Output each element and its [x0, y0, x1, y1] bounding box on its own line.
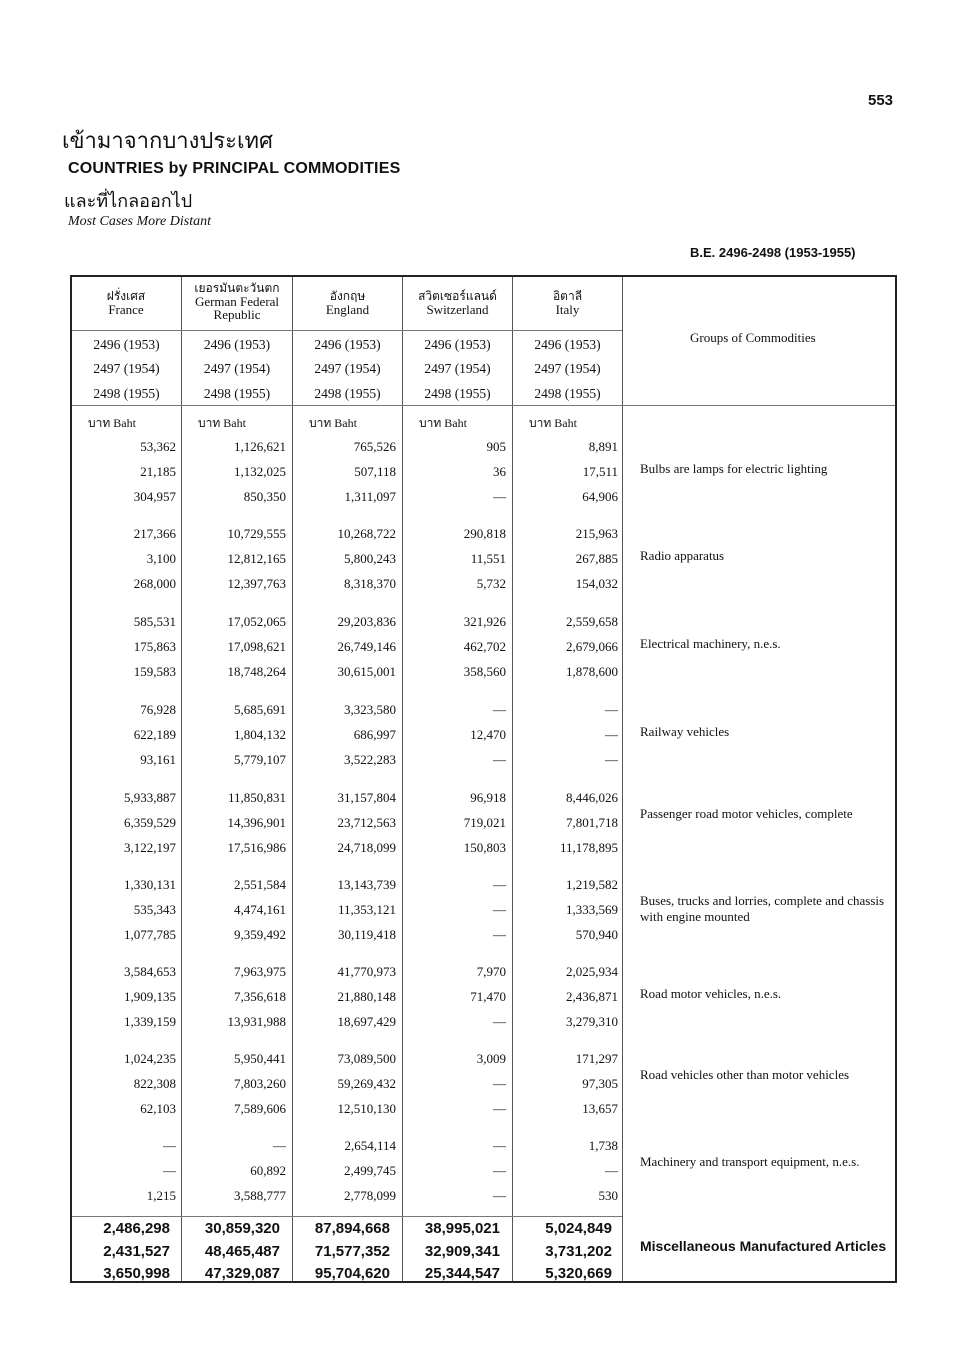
table-cell: 93,161 — [140, 752, 176, 767]
table-cell: 217,366 — [133, 526, 176, 541]
table-cell: 62,103 — [140, 1101, 176, 1116]
table-cell: — — [605, 1163, 618, 1178]
table-cell: — — [493, 752, 506, 767]
table-cell: 12,812,165 — [227, 551, 286, 566]
total-cell: 71,577,352 — [314, 1243, 390, 1260]
table-cell: 7,589,606 — [234, 1101, 286, 1116]
table-cell: 18,697,429 — [337, 1014, 396, 1029]
total-cell: 87,894,668 — [314, 1220, 390, 1237]
totals-rule — [72, 1216, 622, 1217]
total-cell: 48,465,487 — [204, 1243, 280, 1260]
year-label: 2498 (1955) — [203, 386, 271, 401]
unit-label: บาท Baht — [88, 416, 136, 430]
column-divider — [181, 277, 182, 1281]
table-cell: 30,615,001 — [337, 664, 396, 679]
title-thai-line1: เข้ามาจากบางประเทศ — [62, 129, 273, 154]
table-cell: 17,516,986 — [227, 840, 286, 855]
table-cell: — — [273, 1138, 286, 1153]
table-cell: 13,143,739 — [337, 877, 396, 892]
table-cell: 570,940 — [575, 927, 618, 942]
table-cell: 1,077,785 — [124, 927, 176, 942]
table-cell: 530 — [598, 1188, 618, 1203]
year-label: 2497 (1954) — [314, 361, 381, 376]
total-cell: 32,909,341 — [424, 1243, 500, 1260]
table-cell: 12,510,130 — [337, 1101, 396, 1116]
table-cell: 4,474,161 — [234, 902, 286, 917]
column-divider — [512, 277, 513, 1281]
table-cell: 13,931,988 — [227, 1014, 286, 1029]
table-cell: 36 — [493, 464, 506, 479]
total-cell: 2,486,298 — [103, 1220, 170, 1237]
table-cell: 175,863 — [133, 639, 176, 654]
year-label: 2497 (1954) — [93, 361, 160, 376]
total-cell: 2,431,527 — [103, 1243, 170, 1260]
table-cell: 73,089,500 — [337, 1051, 396, 1066]
table-cell: 1,126,621 — [234, 439, 286, 454]
commodity-group-name: Radio apparatus — [640, 548, 725, 563]
column-header-italy: อิตาลี Italy — [552, 289, 583, 317]
table-cell: 18,748,264 — [227, 664, 286, 679]
table-cell: 1,219,582 — [566, 877, 618, 892]
period-label: B.E. 2496-2498 (1953-1955) — [690, 245, 856, 260]
table-cell: 1,311,097 — [344, 489, 396, 504]
table-cell: 1,333,569 — [566, 902, 618, 917]
year-label: 2497 (1954) — [424, 361, 491, 376]
table-cell: 686,997 — [353, 727, 396, 742]
table-cell: 6,359,529 — [124, 815, 176, 830]
table-cell: 7,356,618 — [234, 989, 286, 1004]
table-cell: 9,359,492 — [234, 927, 286, 942]
total-cell: 30,859,320 — [204, 1220, 280, 1237]
table-cell: 268,000 — [133, 576, 176, 591]
table-cell: 2,025,934 — [566, 964, 618, 979]
table-cell: 3,588,777 — [234, 1188, 286, 1203]
table-cell: 2,559,658 — [566, 614, 618, 629]
table-cell: 8,446,026 — [566, 790, 618, 805]
year-label: 2498 (1955) — [424, 386, 491, 401]
year-label: 2496 (1953) — [534, 337, 601, 352]
table-cell: 5,732 — [476, 576, 506, 591]
table-cell: — — [493, 1163, 506, 1178]
table-cell: 462,702 — [463, 639, 506, 654]
table-cell: 76,928 — [140, 702, 176, 717]
year-label: 2496 (1953) — [424, 337, 491, 352]
table-cell: — — [605, 702, 618, 717]
subtitle-distant: Most Cases More Distant — [68, 214, 211, 229]
table-cell: — — [163, 1163, 176, 1178]
total-cell: 47,329,087 — [204, 1265, 280, 1282]
table-cell: 507,118 — [354, 464, 396, 479]
table-cell: 71,470 — [470, 989, 506, 1004]
total-cell: 3,731,202 — [545, 1243, 612, 1260]
year-label: 2496 (1953) — [93, 337, 160, 352]
total-cell: 95,704,620 — [314, 1265, 390, 1282]
table-cell: 5,933,887 — [124, 790, 176, 805]
table-cell: 96,918 — [470, 790, 506, 805]
table-cell: 10,268,722 — [337, 526, 396, 541]
year-label: 2496 (1953) — [314, 337, 381, 352]
table-cell: 3,323,580 — [344, 702, 396, 717]
table-cell: 41,770,973 — [337, 964, 396, 979]
unit-label: บาท Baht — [309, 416, 357, 430]
table-cell: 1,878,600 — [566, 664, 618, 679]
table-cell: 1,738 — [588, 1138, 618, 1153]
table-cell: 29,203,836 — [337, 614, 396, 629]
table-cell: — — [493, 702, 506, 717]
table-cell: 535,343 — [133, 902, 176, 917]
table-cell: 290,818 — [463, 526, 506, 541]
table-cell: 7,970 — [476, 964, 506, 979]
table-cell: 822,308 — [133, 1076, 176, 1091]
table-cell: — — [493, 1188, 506, 1203]
table-cell: 10,729,555 — [227, 526, 286, 541]
groups-header: Groups of Commodities — [690, 330, 816, 345]
table-cell: 1,339,159 — [124, 1014, 176, 1029]
table-cell: 24,718,099 — [337, 840, 396, 855]
table-cell: — — [605, 752, 618, 767]
table-cell: — — [493, 489, 506, 504]
table-cell: 2,436,871 — [566, 989, 618, 1004]
table-cell: 64,906 — [582, 489, 618, 504]
table-cell: 1,909,135 — [124, 989, 176, 1004]
table-cell: 2,778,099 — [344, 1188, 396, 1203]
table-cell: 3,100 — [146, 551, 176, 566]
table-cell: 7,801,718 — [566, 815, 618, 830]
table-cell: 267,885 — [575, 551, 618, 566]
table-cell: 11,551 — [470, 551, 506, 566]
header-rule — [72, 405, 895, 406]
commodity-group-name: Electrical machinery, n.e.s. — [640, 636, 781, 651]
table-cell: 1,330,131 — [124, 877, 176, 892]
unit-label: บาท Baht — [529, 416, 577, 430]
table-cell: 171,297 — [575, 1051, 618, 1066]
table-cell: 11,850,831 — [227, 790, 286, 805]
table-cell: 7,963,975 — [234, 964, 286, 979]
column-header-england: อังกฤษ England — [325, 289, 370, 317]
commodity-group-name: Passenger road motor vehicles, complete — [640, 806, 853, 821]
table-cell: 12,397,763 — [227, 576, 286, 591]
commodity-group-name: Buses, trucks and lorries, complete and chassis with engine mounted — [640, 893, 885, 924]
table-cell: 215,963 — [575, 526, 618, 541]
table-cell: — — [163, 1138, 176, 1153]
table-cell: 358,560 — [463, 664, 506, 679]
table-cell: 154,032 — [575, 576, 618, 591]
table-cell: 585,531 — [133, 614, 176, 629]
table-cell: — — [493, 1101, 506, 1116]
title-thai-line2: และที่ไกลออกไป — [64, 191, 193, 212]
table-cell: 8,318,370 — [344, 576, 396, 591]
table-cell: 14,396,901 — [227, 815, 286, 830]
year-label: 2497 (1954) — [534, 361, 601, 376]
table-cell: 304,957 — [133, 489, 176, 504]
unit-label: บาท Baht — [198, 416, 246, 430]
year-label: 2498 (1955) — [93, 386, 160, 401]
table-cell: 3,584,653 — [124, 964, 176, 979]
table-cell: 719,021 — [463, 815, 506, 830]
table-cell: 13,657 — [582, 1101, 618, 1116]
page-number: 553 — [868, 92, 894, 109]
table-cell: 5,685,691 — [234, 702, 286, 717]
total-cell: 38,995,021 — [424, 1220, 500, 1237]
table-cell: 2,654,114 — [344, 1138, 396, 1153]
column-header-france: ฝรั่งเศส France — [106, 289, 146, 317]
table-cell: 17,098,621 — [227, 639, 286, 654]
table-cell: 59,269,432 — [337, 1076, 396, 1091]
commodity-group-name: Bulbs are lamps for electric lighting — [640, 461, 828, 476]
total-cell: 3,650,998 — [103, 1265, 170, 1282]
table-frame — [70, 275, 897, 1283]
table-cell: 2,499,745 — [344, 1163, 396, 1178]
table-cell: 11,353,121 — [337, 902, 396, 917]
table-cell: 11,178,895 — [559, 840, 618, 855]
table-cell: 5,950,441 — [234, 1051, 286, 1066]
table-cell: 1,024,235 — [124, 1051, 176, 1066]
table-cell: 1,132,025 — [234, 464, 286, 479]
column-divider — [402, 277, 403, 1281]
column-divider — [622, 277, 623, 1281]
year-label: 2497 (1954) — [203, 361, 271, 376]
table-cell: 3,279,310 — [566, 1014, 618, 1029]
table-cell: 60,892 — [250, 1163, 286, 1178]
table-cell: 21,185 — [140, 464, 176, 479]
table-cell: 5,800,243 — [344, 551, 396, 566]
table-cell: 150,803 — [463, 840, 506, 855]
table-cell: — — [605, 727, 618, 742]
commodity-group-name: Railway vehicles — [640, 724, 730, 739]
table-cell: — — [493, 1014, 506, 1029]
table-cell: 8,891 — [588, 439, 618, 454]
total-cell: 5,024,849 — [545, 1220, 612, 1237]
year-label: 2496 (1953) — [203, 337, 271, 352]
table-cell: 26,749,146 — [337, 639, 396, 654]
column-divider — [292, 277, 293, 1281]
table-cell: 53,362 — [140, 439, 176, 454]
total-cell: 25,344,547 — [424, 1265, 500, 1282]
table-cell: 159,583 — [133, 664, 176, 679]
table-cell: 30,119,418 — [337, 927, 396, 942]
title-english: COUNTRIES by PRINCIPAL COMMODITIES — [68, 160, 401, 177]
table-cell: 1,804,132 — [234, 727, 286, 742]
table-cell: 12,470 — [470, 727, 506, 742]
table-cell: 765,526 — [353, 439, 396, 454]
table-cell: 3,122,197 — [124, 840, 176, 855]
year-label: 2498 (1955) — [314, 386, 381, 401]
column-header-germany: เยอรมันตะวันตก German Federal Republic — [194, 281, 280, 323]
table-cell: — — [493, 1076, 506, 1091]
table-cell: 97,305 — [582, 1076, 618, 1091]
header-rule — [72, 330, 622, 331]
table-cell: 1,215 — [146, 1188, 176, 1203]
table-cell: 7,803,260 — [234, 1076, 286, 1091]
table-cell: 17,511 — [582, 464, 618, 479]
table-cell: 622,189 — [133, 727, 176, 742]
table-cell: — — [493, 902, 506, 917]
table-cell: 23,712,563 — [337, 815, 396, 830]
table-cell: 5,779,107 — [234, 752, 286, 767]
table-cell: 3,009 — [476, 1051, 506, 1066]
table-cell: 3,522,283 — [344, 752, 396, 767]
table-cell: 2,551,584 — [234, 877, 286, 892]
column-header-switzerland: สวิตเซอร์แลนด์ Switzerland — [418, 289, 497, 317]
table-cell: 17,052,065 — [227, 614, 286, 629]
table-cell: 905 — [486, 439, 506, 454]
commodity-group-name: Road motor vehicles, n.e.s. — [640, 986, 782, 1001]
table-cell: 2,679,066 — [566, 639, 618, 654]
total-cell: 5,320,669 — [545, 1265, 612, 1282]
table-cell: 850,350 — [243, 489, 286, 504]
commodity-group-name: Machinery and transport equipment, n.e.s. — [640, 1154, 860, 1169]
commodity-group-name: Road vehicles other than motor vehicles — [640, 1067, 850, 1082]
unit-label: บาท Baht — [419, 416, 467, 430]
year-label: 2498 (1955) — [534, 386, 601, 401]
table-cell: 31,157,804 — [337, 790, 396, 805]
table-cell: — — [493, 1138, 506, 1153]
table-cell: — — [493, 927, 506, 942]
table-cell: — — [493, 877, 506, 892]
table-cell: 21,880,148 — [337, 989, 396, 1004]
total-group-name: Miscellaneous Manufactured Articles — [640, 1238, 887, 1254]
table-cell: 321,926 — [463, 614, 506, 629]
